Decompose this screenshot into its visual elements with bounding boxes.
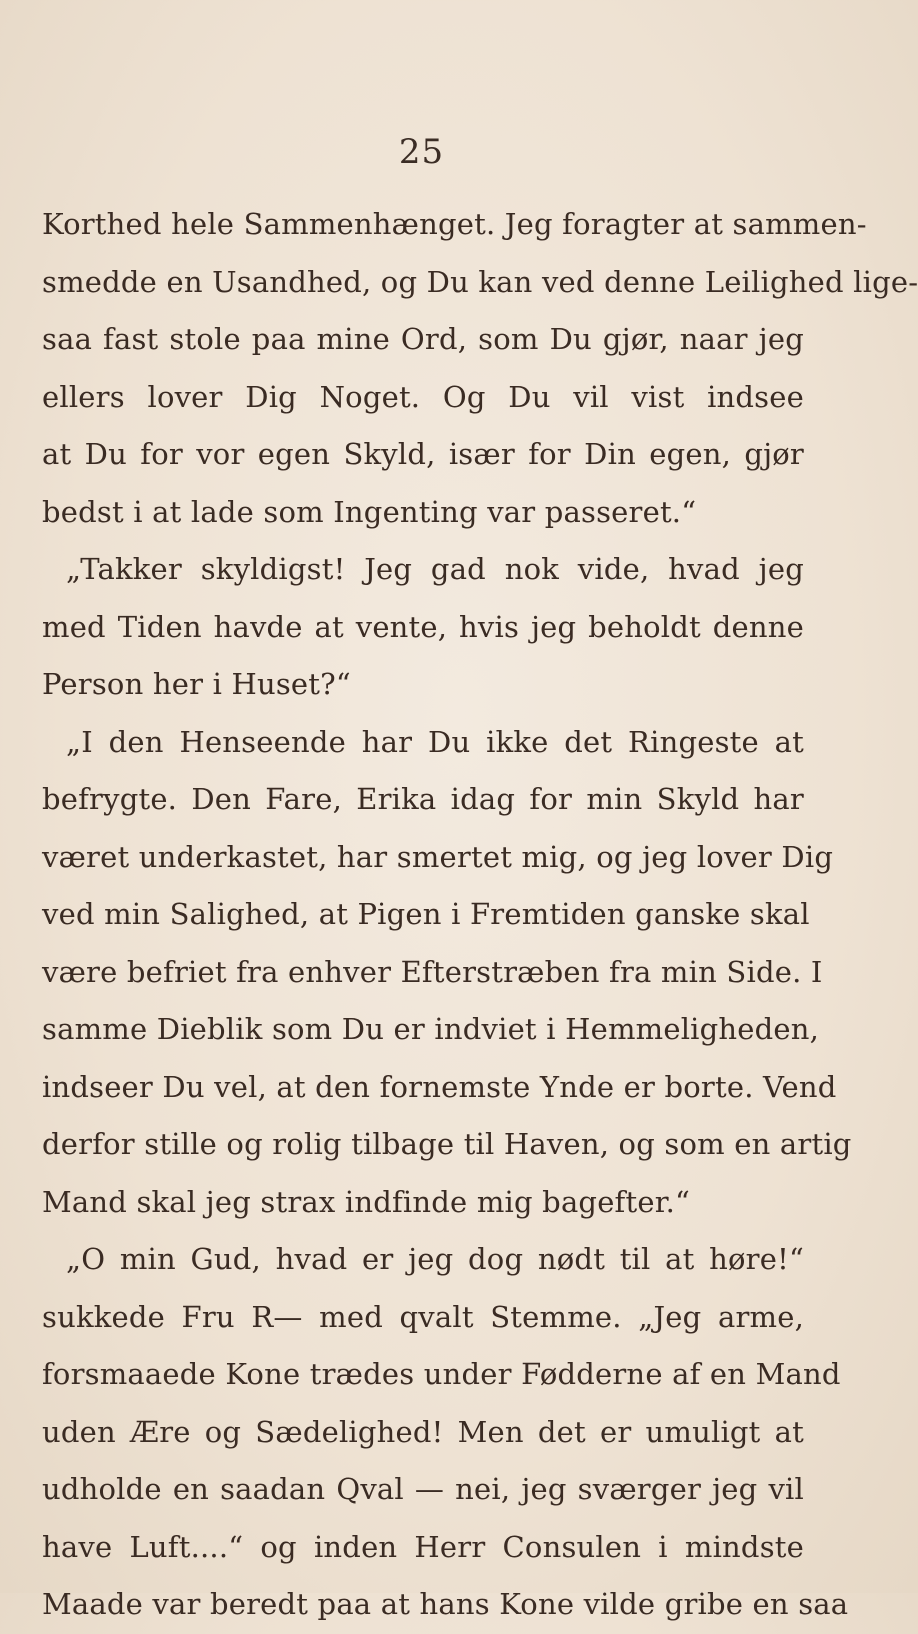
text-line: Person her i Huset?“ xyxy=(42,667,351,701)
text-line: forsmaaede Kone trædes under Fødderne af en Mand xyxy=(42,1357,841,1391)
text-line: med Tiden havde at vente, hvis jeg beholdt denne xyxy=(42,609,804,644)
text-line: Mand skal jeg strax indfinde mig bagefter.“ xyxy=(42,1184,691,1219)
text-line: ved min Salighed, at Pigen i Fremtiden ganske skal xyxy=(42,897,810,931)
text-line: „Takker skyldigst! Jeg gad nok vide, hvad jeg xyxy=(66,552,804,586)
text-line: sukkede Fru R— med qvalt Stemme. „Jeg arme, xyxy=(42,1299,804,1334)
text-line: „I den Henseende har Du ikke det Ringeste at xyxy=(66,724,804,759)
text-line: udholde en saadan Qval — nei, jeg sværger jeg vil xyxy=(42,1472,804,1506)
text-line: befrygte. Den Fare, Erika idag for min Skyld har xyxy=(42,782,804,816)
text-line: være befriet fra enhver Efterstræben fra min Side. I xyxy=(42,954,823,989)
text-line: smedde en Usandhed, og Du kan ved denne Leilighed lige- xyxy=(42,264,918,299)
body-text xyxy=(42,196,918,1634)
text-line: ellers lover Dig Noget. Og Du vil vist indsee xyxy=(42,379,804,414)
text-line: at Du for vor egen Skyld, især for Din egen, gjør xyxy=(42,437,804,471)
text-line: Maade var beredt paa at hans Kone vilde gribe en saa xyxy=(42,1587,849,1621)
text-line: Korthed hele Sammenhænget. Jeg foragter at sammen- xyxy=(42,207,867,241)
page-number: 25 xyxy=(398,132,445,172)
text-line: derfor stille og rolig tilbage til Haven, og som en artig xyxy=(42,1127,852,1161)
text-line: samme Dieblik som Du er indviet i Hemmeligheden, xyxy=(42,1012,820,1046)
text-line: været underkastet, har smertet mig, og jeg lover Dig xyxy=(42,839,834,874)
text-line: indseer Du vel, at den fornemste Ynde er borte. Vend xyxy=(42,1069,837,1104)
text-line: saa fast stole paa mine Ord, som Du gjør, naar jeg xyxy=(42,322,804,356)
text-line: have Luft....“ og inden Herr Consulen i mindste xyxy=(42,1529,804,1564)
text-line: uden Ære og Sædelighed! Men det er umuligt at xyxy=(42,1414,804,1449)
text-line: „O min Gud, hvad er jeg dog nødt til at høre!“ xyxy=(66,1242,804,1276)
text-line: bedst i at lade som Ingenting var passeret.“ xyxy=(42,494,697,529)
